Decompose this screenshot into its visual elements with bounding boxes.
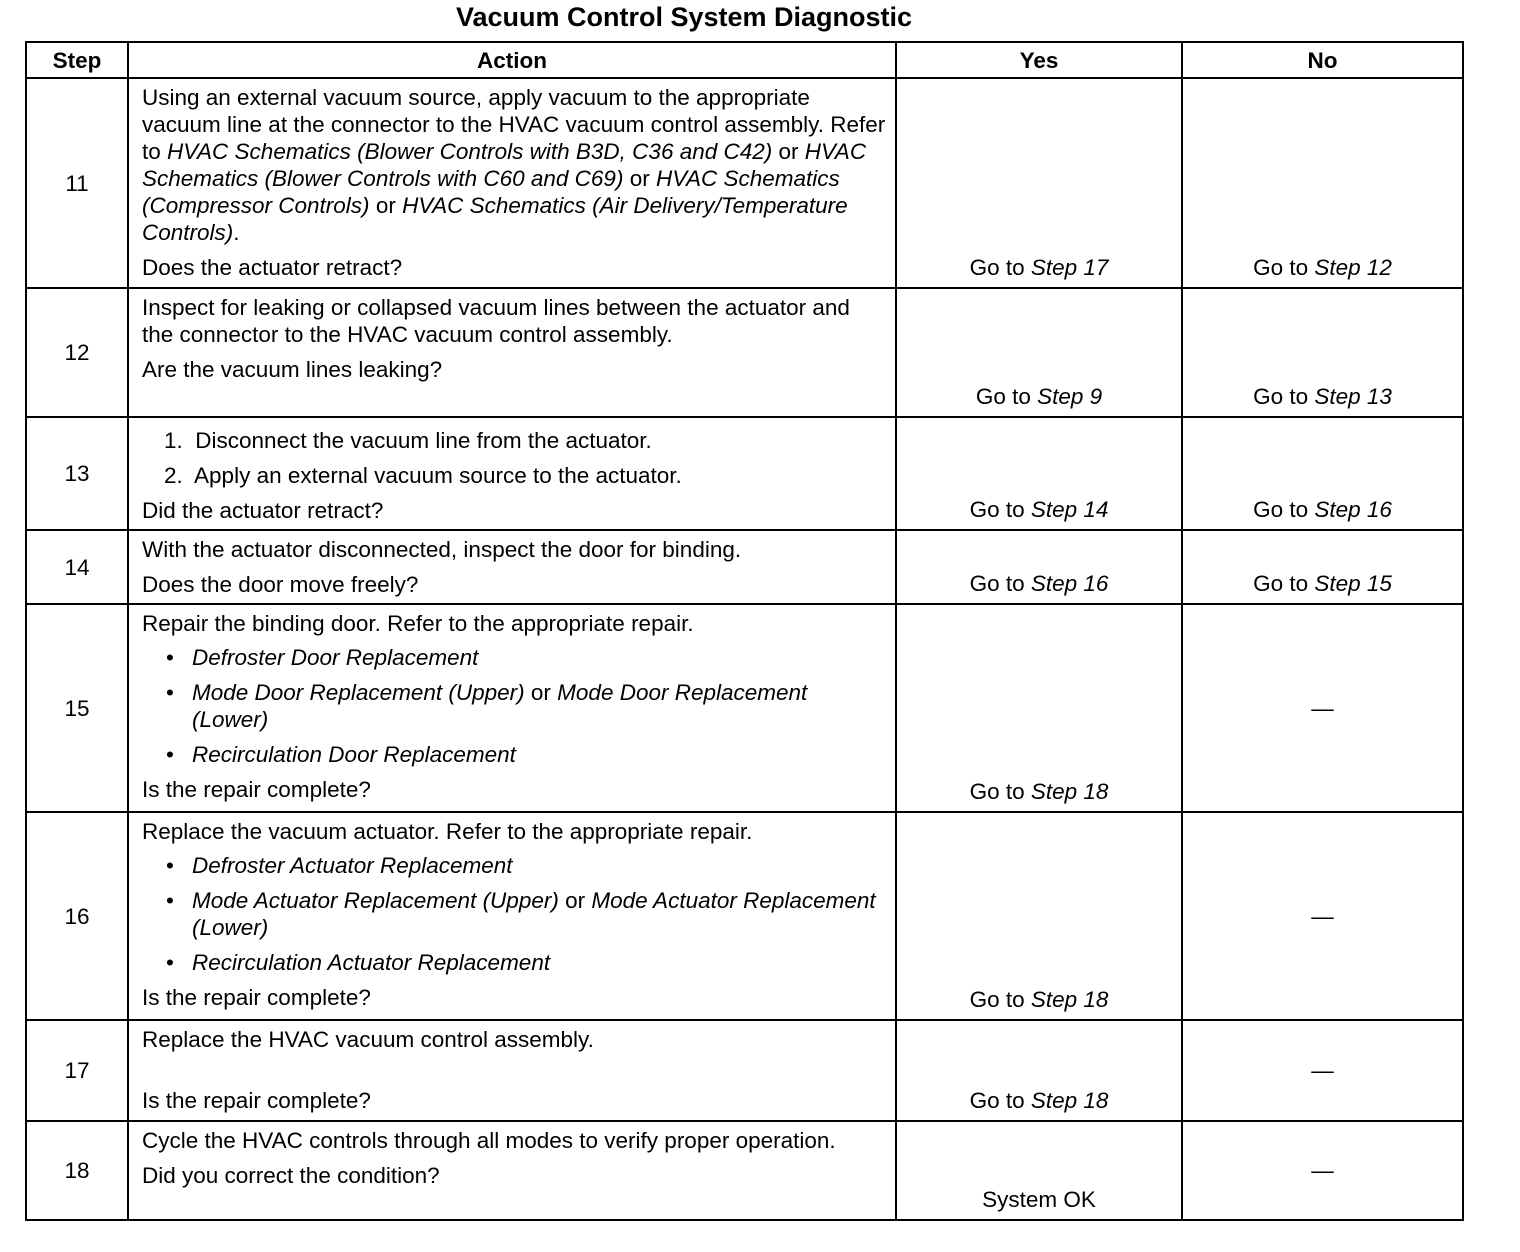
repair-link[interactable]: Defroster Actuator Replacement <box>192 853 513 878</box>
no-step-link[interactable]: Step 16 <box>1314 497 1392 522</box>
action-cell <box>128 417 896 530</box>
bullet-list <box>142 852 887 976</box>
go-to-label: Go to <box>969 987 1025 1012</box>
yes-result: System OK <box>982 1187 1096 1212</box>
no-cell: — <box>1182 1121 1463 1220</box>
text-run: or <box>623 166 656 191</box>
yes-step-link[interactable]: Step 9 <box>1037 384 1103 409</box>
action-cell <box>128 78 896 288</box>
action-text: Inspect for leaking or collapsed vacuum lines between the actuator and the connector to the HVAC vacuum control assembly. <box>142 295 850 347</box>
yes-step-link[interactable]: Step 16 <box>1030 571 1109 596</box>
yes-step-link[interactable]: Step 18 <box>1030 987 1109 1012</box>
step-number: 11 <box>26 78 128 288</box>
text-run: . <box>233 220 240 245</box>
no-cell: — <box>1182 604 1463 812</box>
question-text: Is the repair complete? <box>142 777 371 802</box>
header-step: Step <box>26 42 128 78</box>
no-cell: — <box>1182 812 1463 1020</box>
text-run: or <box>524 680 558 705</box>
no-step-link[interactable]: Step 15 <box>1314 571 1392 596</box>
go-to-label: Go to <box>1253 571 1309 596</box>
table-row-step-11 <box>26 78 1463 288</box>
yes-cell <box>896 812 1182 1020</box>
yes-cell <box>896 604 1182 812</box>
step-number: 17 <box>26 1020 128 1121</box>
question-text: Are the vacuum lines leaking? <box>142 357 443 382</box>
schematic-link[interactable]: HVAC Schematics (Air Delivery/Temperature Controls) <box>142 193 848 245</box>
bullet-list <box>142 644 887 768</box>
action-text <box>142 84 887 246</box>
list-text: Apply an external vacuum source to the actuator. <box>194 463 682 488</box>
action-text: Repair the binding door. Refer to the appropriate repair. <box>142 611 694 636</box>
no-cell <box>1182 78 1463 288</box>
no-cell <box>1182 417 1463 530</box>
yes-cell <box>896 288 1182 417</box>
list-item <box>142 949 887 976</box>
no-step-link[interactable]: Step 13 <box>1314 384 1392 409</box>
yes-cell <box>896 1020 1182 1121</box>
question-text: Does the actuator retract? <box>142 255 403 280</box>
bullet-icon: • <box>166 950 174 975</box>
step-number: 18 <box>26 1121 128 1220</box>
list-item <box>142 887 887 941</box>
table-row-step-18 <box>26 1121 1463 1220</box>
bullet-icon: • <box>166 742 174 767</box>
action-text: Replace the vacuum actuator. Refer to the appropriate repair. <box>142 819 753 844</box>
action-cell <box>128 812 896 1020</box>
action-text: Cycle the HVAC controls through all modes to verify proper operation. <box>142 1128 836 1153</box>
yes-step-link[interactable]: Step 18 <box>1030 1088 1109 1113</box>
action-cell <box>128 604 896 812</box>
go-to-label: Go to <box>969 497 1025 522</box>
action-cell <box>128 1121 896 1220</box>
schematic-link[interactable]: HVAC Schematics (Compressor Controls) <box>142 166 840 218</box>
text-run: Using an external vacuum source, apply vacuum to the appropriate vacuum line at the connector to the HVAC vacuum control assembly. Refer to <box>142 85 886 164</box>
list-item <box>142 741 887 768</box>
header-action: Action <box>128 42 896 78</box>
text-run: or <box>369 193 403 218</box>
no-step-link[interactable]: Step 12 <box>1314 255 1392 280</box>
table-row-step-15 <box>26 604 1463 812</box>
yes-cell <box>896 1121 1182 1220</box>
bullet-icon: • <box>166 888 174 913</box>
question-text: Is the repair complete? <box>142 1088 371 1113</box>
go-to-label: Go to <box>969 779 1025 804</box>
header-yes: Yes <box>896 42 1182 78</box>
action-cell <box>128 1020 896 1121</box>
list-item <box>142 852 887 879</box>
bullet-icon: • <box>166 680 174 705</box>
yes-step-link[interactable]: Step 18 <box>1030 779 1109 804</box>
list-number: 1. <box>164 428 183 453</box>
text-run: or <box>772 139 805 164</box>
repair-link[interactable]: Defroster Door Replacement <box>192 645 479 670</box>
bullet-icon: • <box>166 853 174 878</box>
list-text: Disconnect the vacuum line from the actuator. <box>195 428 652 453</box>
repair-link[interactable]: Recirculation Actuator Replacement <box>192 950 551 975</box>
diagnostic-table <box>25 41 1464 1221</box>
repair-link[interactable]: Recirculation Door Replacement <box>192 742 516 767</box>
yes-step-link[interactable]: Step 17 <box>1030 255 1109 280</box>
yes-cell <box>896 530 1182 604</box>
no-cell <box>1182 288 1463 417</box>
repair-link[interactable]: Mode Door Replacement (Lower) <box>192 680 808 732</box>
go-to-label: Go to <box>969 571 1025 596</box>
list-item <box>142 644 887 671</box>
step-number: 13 <box>26 417 128 530</box>
action-text: With the actuator disconnected, inspect the door for binding. <box>142 537 742 562</box>
question-text: Is the repair complete? <box>142 985 371 1010</box>
list-number: 2. <box>164 463 183 488</box>
action-text: Replace the HVAC vacuum control assembly. <box>142 1027 594 1052</box>
yes-step-link[interactable]: Step 14 <box>1030 497 1109 522</box>
go-to-label: Go to <box>969 1088 1025 1113</box>
list-item <box>142 462 887 489</box>
repair-link[interactable]: Mode Door Replacement (Upper) <box>192 680 525 705</box>
table-row-step-16 <box>26 812 1463 1020</box>
spacer <box>142 1053 887 1079</box>
header-no: No <box>1182 42 1463 78</box>
go-to-label: Go to <box>1253 497 1309 522</box>
go-to-label: Go to <box>975 384 1031 409</box>
list-item <box>142 427 887 454</box>
go-to-label: Go to <box>1253 255 1309 280</box>
question-text: Did you correct the condition? <box>142 1163 440 1188</box>
list-item <box>142 679 887 733</box>
table-row-step-14 <box>26 530 1463 604</box>
step-number: 16 <box>26 812 128 1020</box>
go-to-label: Go to <box>969 255 1025 280</box>
schematic-link[interactable]: HVAC Schematics (Blower Controls with B3D, C36 and C42) <box>167 139 773 164</box>
no-cell: — <box>1182 1020 1463 1121</box>
step-number: 15 <box>26 604 128 812</box>
schematic-link[interactable]: HVAC Schematics (Blower Controls with C60 and C69) <box>142 139 867 191</box>
step-number: 14 <box>26 530 128 604</box>
go-to-label: Go to <box>1253 384 1309 409</box>
bullet-icon: • <box>166 645 174 670</box>
header-row <box>26 42 1463 78</box>
action-cell <box>128 288 896 417</box>
question-text: Does the door move freely? <box>142 572 419 597</box>
page-title: Vacuum Control System Diagnostic <box>455 2 913 32</box>
question-text: Did the actuator retract? <box>142 498 384 523</box>
table-row-step-12 <box>26 288 1463 417</box>
numbered-list <box>142 427 887 489</box>
text-run: or <box>558 888 592 913</box>
step-number: 12 <box>26 288 128 417</box>
yes-cell <box>896 78 1182 288</box>
repair-link[interactable]: Mode Actuator Replacement (Upper) <box>192 888 559 913</box>
no-cell <box>1182 530 1463 604</box>
table-row-step-17 <box>26 1020 1463 1121</box>
repair-link[interactable]: Mode Actuator Replacement (Lower) <box>192 888 876 940</box>
action-cell <box>128 530 896 604</box>
table-row-step-13 <box>26 417 1463 530</box>
yes-cell <box>896 417 1182 530</box>
